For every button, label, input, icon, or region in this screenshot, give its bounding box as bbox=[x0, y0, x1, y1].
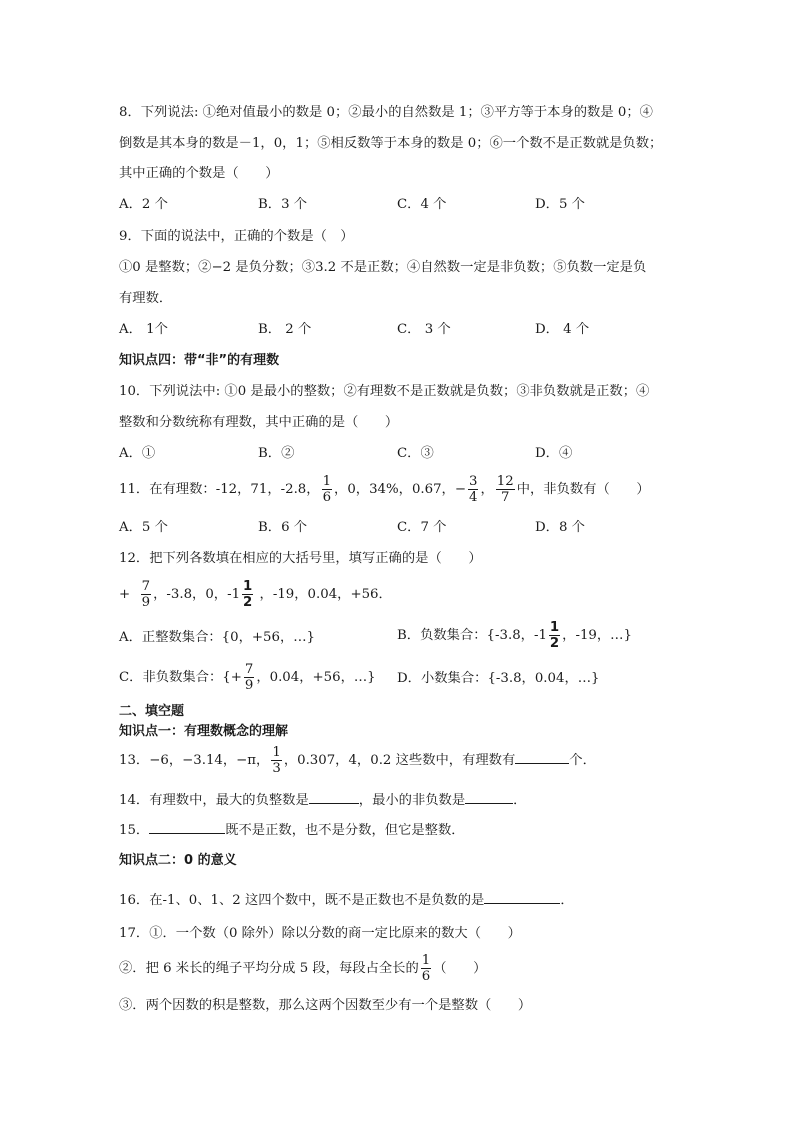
q16-stem bbox=[119, 889, 574, 911]
q12-option-c-suffix: ，0.04，+56，…} bbox=[256, 670, 376, 685]
q13-mid: ，0.307，4，0.2 这些数中，有理数有 bbox=[283, 753, 516, 768]
q13-stem bbox=[119, 744, 596, 778]
fraction-numerator: 3 bbox=[469, 474, 478, 489]
fraction-denominator: 9 bbox=[141, 595, 151, 610]
q9-option-a: A． 1个 bbox=[119, 322, 168, 337]
q11-option-c: C．7 个 bbox=[397, 520, 447, 535]
q15-stem bbox=[119, 819, 465, 841]
q12-option-b-suffix: ，-19，…} bbox=[562, 628, 632, 643]
q8-line-1: 8．下列说法: ①绝对值最小的数是 0；②最小的自然数是 1；③平方等于本身的数是 0；④ bbox=[119, 105, 653, 120]
fraction-numerator: 1 bbox=[243, 579, 253, 594]
q11-prefix: 11．在有理数：-12，71，-2.8， bbox=[119, 482, 320, 497]
fraction-numerator: 1 bbox=[272, 745, 281, 760]
section-heading-4: 知识点四：带“非”的有理数 bbox=[119, 353, 280, 368]
q10-line-2: 整数和分数统称有理数，其中正确的是（ ） bbox=[119, 415, 399, 430]
q10-option-c: C．③ bbox=[397, 446, 434, 461]
q16-suffix: ． bbox=[560, 893, 574, 908]
fraction-numerator: 1 bbox=[549, 620, 560, 635]
q9-line-1: 9．下面的说法中，正确的个数是（ ） bbox=[119, 229, 354, 244]
q8-line-2: 倒数是其本身的数是－1，0，1；⑤相反数等于本身的数是 0；⑥一个数不是正数就是负数； bbox=[119, 136, 663, 151]
q10-line-1: 10．下列说法中: ①0 是最小的整数；②有理数不是正数就是负数；③非负数就是正数；④ bbox=[119, 384, 650, 399]
fraction-denominator: 3 bbox=[272, 761, 281, 776]
fraction-denominator: 2 bbox=[243, 595, 253, 610]
fraction-denominator: 4 bbox=[469, 490, 478, 505]
q11-fraction-3 bbox=[496, 474, 515, 505]
q11-suffix: 中，非负数有（ ） bbox=[516, 482, 650, 497]
q12-line-1: 12．把下列各数填在相应的大括号里，填写正确的是（ ） bbox=[119, 551, 482, 566]
q12-plus: + bbox=[119, 587, 131, 602]
q11-option-b: B．6 个 bbox=[258, 520, 308, 535]
q17-line-2-prefix: ②．把 6 米长的绳子平均分成 5 段，每段占全长的 bbox=[119, 961, 419, 976]
q11-stem bbox=[119, 473, 650, 507]
q12-option-b bbox=[397, 619, 632, 653]
section-heading-1: 知识点一：有理数概念的理解 bbox=[119, 724, 289, 739]
q12-fraction-1 bbox=[141, 579, 151, 610]
q15-prefix: 15． bbox=[119, 823, 150, 838]
q16-blank bbox=[484, 889, 560, 904]
q8-option-b: B．3 个 bbox=[258, 197, 308, 212]
q11-option-d: D．8 个 bbox=[535, 520, 585, 535]
q11-separator: ， bbox=[480, 482, 494, 497]
q14-blank-1 bbox=[309, 789, 359, 804]
fraction-denominator: 9 bbox=[244, 678, 254, 693]
q10-option-b: B．② bbox=[258, 446, 295, 461]
q11-fraction-2 bbox=[468, 474, 478, 505]
q9-option-b: B． 2 个 bbox=[258, 322, 312, 337]
fraction-numerator: 12 bbox=[496, 474, 514, 489]
q10-option-a: A．① bbox=[119, 446, 156, 461]
fraction-denominator: 2 bbox=[549, 636, 560, 651]
q13-prefix: 13．−6，−3.14，−π， bbox=[119, 753, 270, 768]
q13-fraction bbox=[271, 745, 281, 776]
q15-suffix: 既不是正数，也不是分数，但它是整数． bbox=[225, 823, 465, 838]
q13-suffix: 个． bbox=[569, 753, 596, 768]
q14-suffix: ． bbox=[513, 793, 527, 808]
q14-prefix: 14．有理数中，最大的负整数是 bbox=[119, 793, 309, 808]
q9-line-2: ①0 是整数；②−2 是负分数；③3.2 不是正数；④自然数一定是非负数；⑤负数一定是负 bbox=[119, 260, 647, 275]
q12-numbers bbox=[119, 578, 392, 612]
fraction-numerator: 7 bbox=[141, 579, 151, 594]
q12-option-a: A．正整数集合：{0，+56，…} bbox=[119, 630, 316, 645]
q12-seq-2: ，-19，0.04，+56． bbox=[259, 587, 392, 602]
q11-fraction-1 bbox=[322, 474, 332, 505]
q17-line-1: 17．①．一个数（0 除外）除以分数的商一定比原来的数大（ ） bbox=[119, 926, 521, 941]
q12-option-d: D．小数集合：{-3.8，0.04，…} bbox=[397, 671, 600, 686]
q9-option-c: C． 3 个 bbox=[397, 322, 451, 337]
q11-mid: ，0，34%，0.67，− bbox=[334, 482, 466, 497]
q12-seq-1: ，-3.8，0，-1 bbox=[153, 587, 241, 602]
fraction-numerator: 7 bbox=[244, 662, 254, 677]
q17-fraction bbox=[421, 953, 431, 984]
q12-option-c-prefix: C．非负数集合：{+ bbox=[119, 670, 242, 685]
q10-option-d: D．④ bbox=[535, 446, 573, 461]
q8-option-c: C．4 个 bbox=[397, 197, 447, 212]
q16-prefix: 16．在-1、0、1、2 这四个数中，既不是正数也不是负数的是 bbox=[119, 893, 485, 908]
q17-line-2-suffix: （ ） bbox=[433, 961, 487, 976]
q13-blank bbox=[515, 749, 569, 764]
q8-line-3: 其中正确的个数是（ ） bbox=[119, 166, 279, 181]
q9-option-d: D． 4 个 bbox=[535, 322, 590, 337]
q15-blank bbox=[149, 819, 225, 834]
section-heading-2: 知识点二：0 的意义 bbox=[119, 853, 237, 868]
q8-option-d: D．5 个 bbox=[535, 197, 585, 212]
fraction-numerator: 1 bbox=[322, 474, 332, 489]
q12-option-b-prefix: B．负数集合：{-3.8，-1 bbox=[397, 628, 547, 643]
q12-option-c bbox=[119, 661, 376, 695]
q12-option-c-fraction bbox=[244, 662, 254, 693]
q8-option-a: A．2 个 bbox=[119, 197, 168, 212]
q14-mid: ，最小的非负数是 bbox=[358, 793, 466, 808]
fraction-denominator: 6 bbox=[421, 969, 431, 984]
q17-line-3: ③．两个因数的积是整数，那么这两个因数至少有一个是整数（ ） bbox=[119, 998, 532, 1013]
fraction-denominator: 7 bbox=[500, 490, 510, 505]
q12-option-b-fraction bbox=[549, 620, 560, 651]
section-heading-fill-in: 二、填空题 bbox=[119, 704, 185, 719]
q11-option-a: A．5 个 bbox=[119, 520, 168, 535]
q9-line-3: 有理数． bbox=[119, 291, 173, 306]
q12-fraction-2 bbox=[242, 579, 253, 610]
q14-blank-2 bbox=[465, 789, 513, 804]
q14-stem bbox=[119, 789, 526, 811]
q17-line-2 bbox=[119, 952, 486, 986]
fraction-numerator: 1 bbox=[421, 953, 431, 968]
fraction-denominator: 6 bbox=[322, 490, 332, 505]
